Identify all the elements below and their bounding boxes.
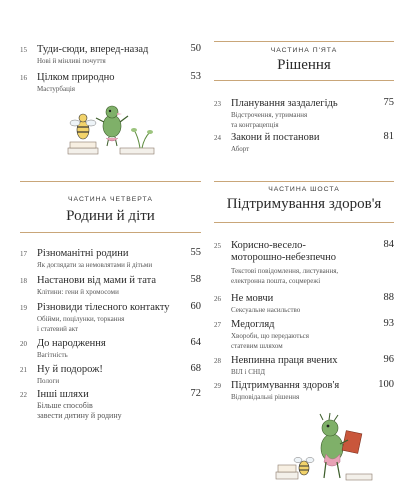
part-title: Рішення xyxy=(277,57,331,73)
section-divider xyxy=(214,80,394,81)
chapter-number: 18 xyxy=(20,277,27,285)
toc-entry-25[interactable] xyxy=(214,240,394,288)
chapter-title: Медогляд xyxy=(231,319,275,330)
chapter-number: 24 xyxy=(214,134,221,142)
page-number: 75 xyxy=(383,97,394,108)
chapter-subtitle: Обійми, поцілунки, торкання xyxy=(37,315,125,323)
page-number: 50 xyxy=(190,43,201,54)
chapter-number: 26 xyxy=(214,295,221,303)
chapter-number: 20 xyxy=(20,340,27,348)
chapter-subtitle: Нові й мінливі почуття xyxy=(37,57,106,65)
page-number: 64 xyxy=(190,337,201,348)
toc-entry-26[interactable] xyxy=(214,293,394,317)
page-number: 84 xyxy=(383,239,394,250)
chapter-number: 15 xyxy=(20,46,27,54)
toc-entry-24[interactable] xyxy=(214,132,394,156)
toc-entry-18[interactable] xyxy=(20,275,201,299)
chapter-subtitle: Як доглядати за немовлятами й дітьми xyxy=(37,261,153,269)
chapter-subtitle: Хвороби, що передаються xyxy=(231,332,310,340)
chapter-subtitle: Клітини: гени й хромосоми xyxy=(37,288,119,296)
chapter-subtitle: Відстрочення, утримання xyxy=(231,111,308,119)
page-number: 60 xyxy=(190,301,201,312)
chapter-number: 29 xyxy=(214,382,221,390)
chapter-title: Різноманітні родини xyxy=(37,248,129,259)
chapter-subtitle: електронна пошта, соцмережі xyxy=(231,277,321,285)
creatures-on-books-illustration xyxy=(60,100,170,162)
toc-entry-16[interactable] xyxy=(20,72,201,96)
toc-entry-19[interactable] xyxy=(20,302,201,336)
chapter-subtitle: Текстові повідомлення, листування, xyxy=(231,267,339,275)
chapter-number: 16 xyxy=(20,74,27,82)
chapter-subtitle: Більше способів xyxy=(37,401,93,410)
chapter-number: 21 xyxy=(20,366,27,374)
chapter-number: 23 xyxy=(214,100,221,108)
section-divider xyxy=(20,181,201,182)
chapter-number: 17 xyxy=(20,250,27,258)
chapter-subtitle: Вагітність xyxy=(37,351,68,359)
chapter-number: 25 xyxy=(214,242,221,250)
chapter-title: Закони й постанови xyxy=(231,132,320,143)
chapter-title: Настанови від мами й тата xyxy=(37,275,157,286)
page-number: 55 xyxy=(190,247,201,258)
chapter-title: Інші шляхи xyxy=(37,389,89,400)
toc-entry-28[interactable] xyxy=(214,355,394,379)
page-number: 58 xyxy=(190,274,201,285)
chapter-subtitle: і статевий акт xyxy=(37,325,79,333)
chapter-title: Цілком природно xyxy=(37,72,115,83)
chapter-title: До народження xyxy=(37,338,106,349)
toc-entry-21[interactable] xyxy=(20,364,201,388)
chapter-title: Не мовчи xyxy=(231,293,274,304)
section-divider xyxy=(20,232,201,233)
chapter-title: Ну й подорож! xyxy=(37,364,103,375)
part-label: ЧАСТИНА ЧЕТВЕРТА xyxy=(68,196,153,203)
page-number: 81 xyxy=(383,131,394,142)
page-number: 68 xyxy=(190,363,201,374)
chapter-subtitle: Сексуальне насильство xyxy=(231,306,301,314)
chapter-number: 22 xyxy=(20,391,27,399)
chapter-subtitle: Мастурбація xyxy=(37,85,75,93)
toc-entry-27[interactable] xyxy=(214,319,394,353)
part-title: Підтримування здоров'я xyxy=(226,196,382,212)
chapter-title: Підтримування здоров'я xyxy=(231,380,340,391)
chapter-number: 28 xyxy=(214,357,221,365)
toc-entry-29[interactable] xyxy=(214,380,394,404)
chapter-subtitle: статевим шляхом xyxy=(231,342,283,350)
toc-entry-15[interactable] xyxy=(20,44,201,68)
creature-reading-illustration xyxy=(274,408,384,490)
part-label: ЧАСТИНА П'ЯТА xyxy=(270,47,338,54)
chapter-title: Різновиди тілесного контакту xyxy=(37,302,170,313)
chapter-title: Невпинна праця вчених xyxy=(231,355,338,366)
chapter-number: 19 xyxy=(20,304,27,312)
page-number: 93 xyxy=(383,318,394,329)
page-number: 96 xyxy=(383,354,394,365)
chapter-subtitle: Аборт xyxy=(231,145,250,153)
part-label: ЧАСТИНА ШОСТА xyxy=(268,186,340,193)
toc-entry-22[interactable] xyxy=(20,389,201,425)
chapter-number: 27 xyxy=(214,321,221,329)
chapter-subtitle: завести дитину й родину xyxy=(37,411,122,420)
page-number: 88 xyxy=(383,292,394,303)
section-divider xyxy=(214,41,394,42)
section-divider xyxy=(214,181,394,182)
toc-entry-20[interactable] xyxy=(20,338,201,362)
chapter-title: Туди-сюди, вперед-назад xyxy=(37,44,149,55)
toc-left-column xyxy=(20,0,201,499)
section-divider xyxy=(214,222,394,223)
toc-entry-23[interactable] xyxy=(214,98,394,132)
page-number: 53 xyxy=(190,71,201,82)
chapter-subtitle: ВІЛ і СНІД xyxy=(231,368,266,376)
chapter-subtitle: Пологи xyxy=(37,377,60,385)
chapter-title: Планування заздалегідь xyxy=(231,98,338,109)
page-number: 100 xyxy=(378,379,394,390)
toc-right-column xyxy=(214,0,394,499)
chapter-subtitle: Відповідальні рішення xyxy=(231,393,300,401)
chapter-title: Корисно-весело-моторошно-небезпечно xyxy=(231,240,336,263)
chapter-subtitle: та контрацепція xyxy=(231,121,279,129)
page-number: 72 xyxy=(190,388,201,399)
toc-entry-17[interactable] xyxy=(20,248,201,272)
part-title: Родини й діти xyxy=(66,208,155,224)
